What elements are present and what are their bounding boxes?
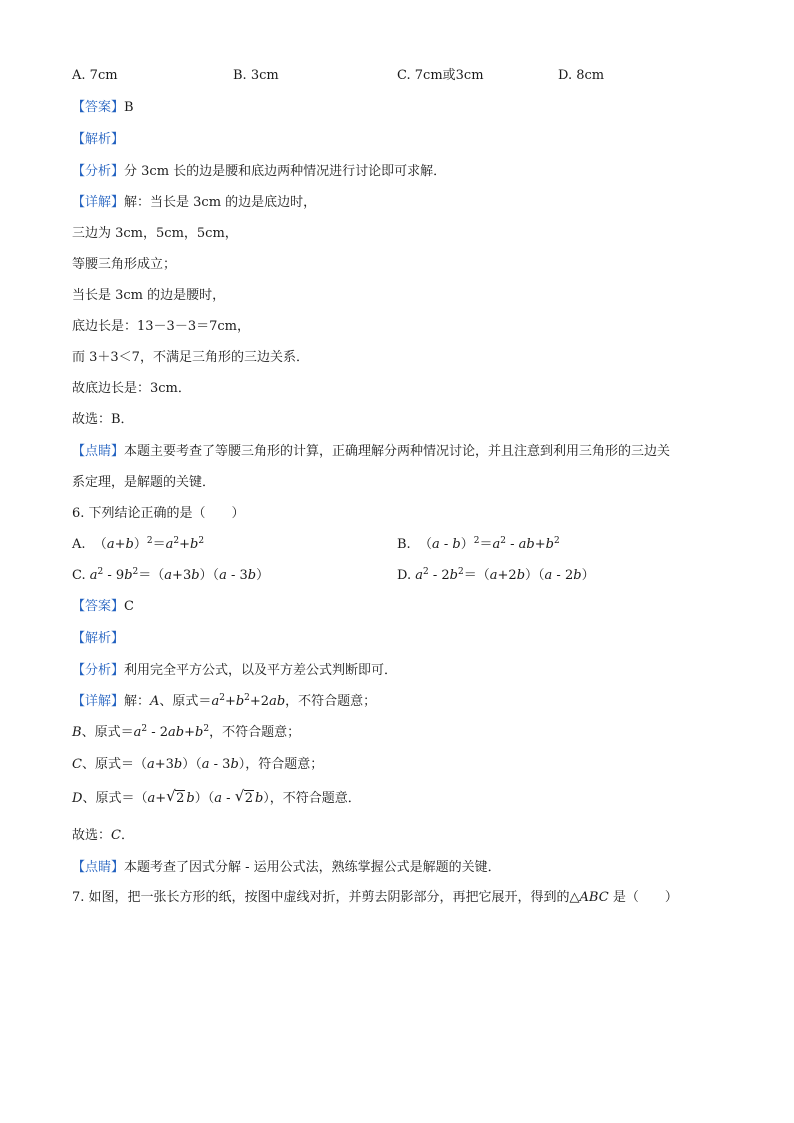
- q5-comment-continued: 系定理，是解题的关键．: [72, 475, 216, 490]
- q5-detail-line: 故底边长是：3cm．: [72, 381, 191, 396]
- q5-option-a: A. 7cm: [72, 68, 118, 83]
- q5-analysis-heading: 【解析】: [72, 132, 125, 147]
- q5-detail-line: 三边为 3cm，5cm，5cm，: [72, 226, 238, 241]
- q5-detail-line: 而 3＋3＜7，不满足三角形的三边关系．: [72, 350, 309, 365]
- q6-option-c: C. $a^2 - 9b^2=(a+3b)(a - 3b)$: [72, 567, 270, 583]
- q6-detail-line: 故选：C．: [72, 828, 134, 843]
- q6-detail-line: D、原式＝（a+√ 2 b）（a - √ 2 b），不符合题意．: [72, 790, 361, 808]
- q5-comment: 【点睛】本题主要考查了等腰三角形的计算，正确理解分两种情况讨论，并且注意到利用三角形的三边关: [72, 444, 671, 459]
- q6-option-a: A. $(a+b)^2=a^2+b^2$: [72, 536, 205, 552]
- q6-detail-line: 【详解】解：A、原式$=a^2+b^2+2ab$，不符合题意；: [72, 693, 377, 709]
- q5-answer: 【答案】B: [72, 100, 134, 115]
- q5-option-d: D. 8cm: [558, 68, 605, 83]
- q6-comment: 【点睛】本题考查了因式分解 - 运用公式法，熟练掌握公式是解题的关键．: [72, 860, 501, 875]
- q6-fenxi: 【分析】利用完全平方公式，以及平方差公式判断即可．: [72, 663, 398, 678]
- square-root-symbol: √ 2: [235, 790, 254, 808]
- q6-detail-line: B、原式$=a^2 - 2ab+b^2$，不符合题意；: [72, 724, 301, 740]
- q6-answer: 【答案】C: [72, 599, 134, 614]
- q6-detail-line: C、原式＝（a+3b）（a - 3b），符合题意；: [72, 757, 324, 772]
- q6-option-b: B. $(a - b)^2=a^2 - ab+b^2$: [397, 536, 560, 552]
- q5-detail-line: 等腰三角形成立；: [72, 257, 177, 272]
- q5-fenxi: 【分析】分 3cm 长的边是腰和底边两种情况进行讨论即可求解．: [72, 164, 447, 179]
- q5-detail-line: 底边长是：13－3－3＝7cm，: [72, 319, 250, 334]
- q6-analysis-heading: 【解析】: [72, 631, 125, 646]
- q5-detail-line: 当长是 3cm 的边是腰时，: [72, 288, 226, 303]
- q5-option-c: C. 7cm或3cm: [397, 68, 484, 83]
- square-root-symbol: √ 2: [166, 790, 185, 808]
- q7-stem: 7. 如图，把一张长方形的纸，按图中虚线对折，并剪去阴影部分，再把它展开，得到的△ABC 是（ ）: [72, 890, 678, 905]
- q5-detail-line: 故选：B．: [72, 412, 134, 427]
- q6-stem: 6. 下列结论正确的是（ ）: [72, 506, 245, 521]
- q5-detail-line: 【详解】解：当长是 3cm 的边是底边时，: [72, 195, 317, 210]
- q5-option-b: B. 3cm: [233, 68, 279, 83]
- q6-option-d: D. $a^2 - 2b^2=(a+2b)(a - 2b)$: [397, 567, 595, 583]
